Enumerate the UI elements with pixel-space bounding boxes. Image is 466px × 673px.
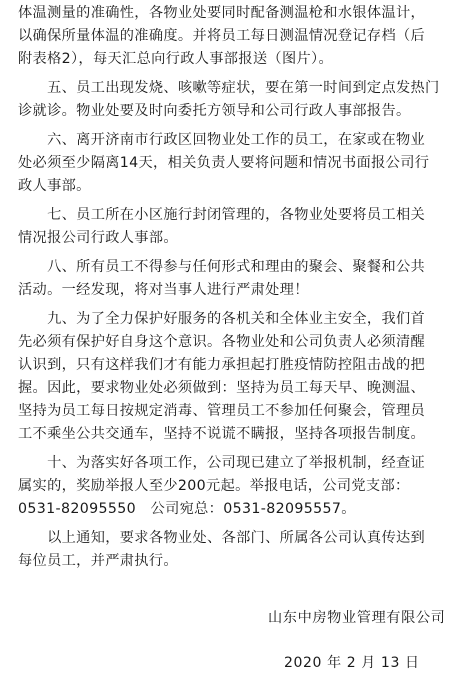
text-line: 活动。一经发现，将对当事人进行严肃处理！ <box>18 282 309 298</box>
signature-date: 2020 年 2 月 13 日 <box>284 655 420 671</box>
paragraph-item-10 <box>18 452 456 521</box>
text-line: 八、所有员工不得参与任何形式和理由的聚会、聚餐和公共 <box>18 259 426 275</box>
text-line: 七、员工所在小区施行封闭管理的，各物业处要将员工相关 <box>18 207 426 223</box>
paragraph-item-7 <box>18 204 456 250</box>
text-line: 六、离开济南市行政区回物业处工作的员工，在家或在物业 <box>18 132 426 148</box>
text-line: 以确保所量体温的准确度。并将员工每日测温情况登记存档（后 <box>18 28 426 44</box>
text-line: 政人事部。 <box>18 178 91 194</box>
text-line: 属实的，奖励举报人至少200元起。举报电话，公司党支部： <box>18 478 410 494</box>
paragraph-temperature-accuracy <box>18 2 456 71</box>
text-line: 每位员工，并严肃执行。 <box>18 553 178 569</box>
signature-company: 山东中房物业管理有限公司 <box>268 610 446 626</box>
text-line: 工不乘坐公共交通车，坚持不说谎不瞒报，坚持各项报告制度。 <box>18 426 426 442</box>
paragraph-item-8 <box>18 256 456 302</box>
text-line: 体温测量的准确性，各物业处要同时配备测温枪和水银体温计， <box>18 5 426 21</box>
text-line: 先必须有保护好自身这个意识。各物业处和公司负责人必须清醒 <box>18 334 426 350</box>
paragraph-item-6 <box>18 129 456 198</box>
text-line: 情况报公司行政人事部。 <box>18 230 178 246</box>
text-line: 五、员工出现发烧、咳嗽等症状，要在第一时间到定点发热门 <box>18 80 440 96</box>
text-line: 握。因此，要求物业处必须做到：坚持为员工每天早、晚测温、 <box>18 380 426 396</box>
text-line: 诊就诊。物业处要及时向委托方领导和公司行政人事部报告。 <box>18 103 411 119</box>
text-line: 附表格2），每天汇总向行政人事部报送（图片）。 <box>18 51 334 67</box>
paragraph-item-9 <box>18 308 456 446</box>
text-line: 0531-82095550 公司宛总：0531-82095557。 <box>18 501 356 517</box>
text-line: 坚持为员工每日按规定消毒、管理员工不参加任何聚会，管理员 <box>18 403 426 419</box>
text-line: 认识到，只有这样我们才有能力承担起打胜疫情防控阻击战的把 <box>18 357 426 373</box>
text-line: 处必须至少隔离14天，相关负责人要将问题和情况书面报公司行 <box>18 155 430 171</box>
text-line: 九、为了全力保护好服务的各机关和全体业主安全，我们首 <box>18 311 426 327</box>
paragraph-item-5 <box>18 77 456 123</box>
text-line: 十、为落实好各项工作，公司现已建立了举报机制，经查证 <box>18 455 426 471</box>
text-line: 以上通知，要求各物业处、各部门、所属各公司认真传达到 <box>18 530 426 546</box>
paragraph-closing <box>18 527 456 573</box>
